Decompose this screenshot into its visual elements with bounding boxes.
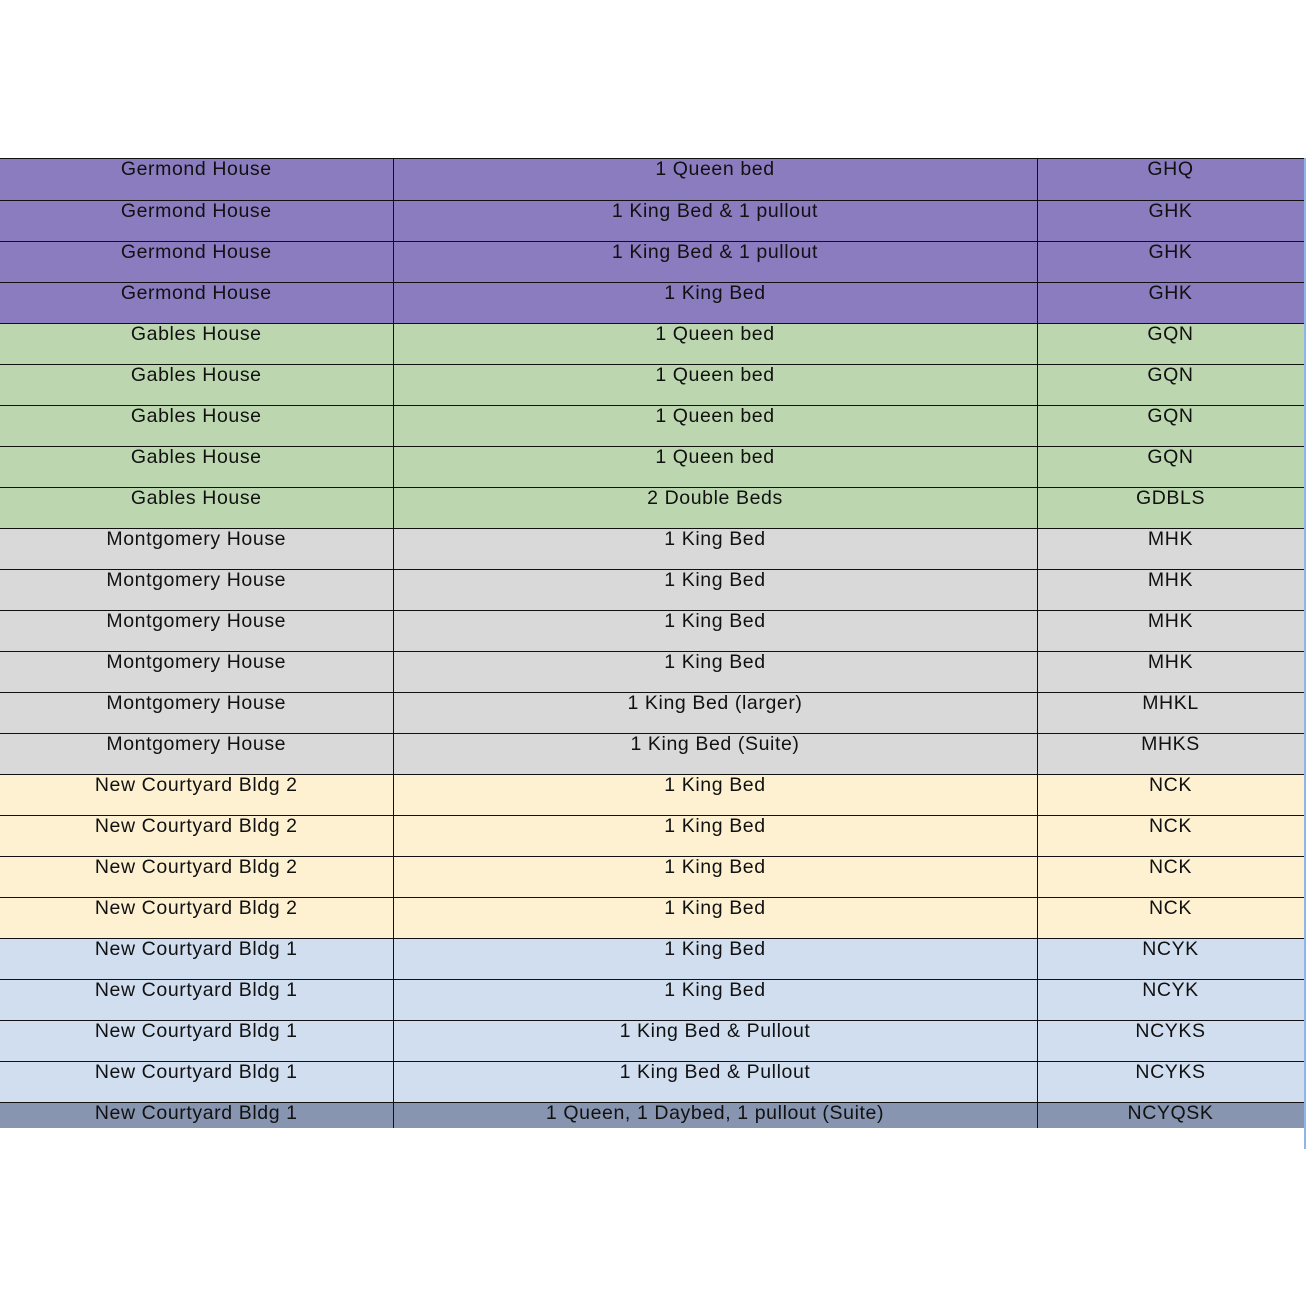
- room-code-cell[interactable]: NCK: [1037, 856, 1304, 897]
- room-code-cell[interactable]: NCYK: [1037, 979, 1304, 1020]
- table-row: [0, 487, 1304, 528]
- bed-type-cell[interactable]: 1 King Bed: [393, 610, 1037, 651]
- table-row: [0, 569, 1304, 610]
- room-code-cell[interactable]: GHK: [1037, 241, 1304, 282]
- room-code-cell[interactable]: NCYQSK: [1037, 1102, 1304, 1128]
- bed-type-cell[interactable]: 1 King Bed & Pullout: [393, 1061, 1037, 1102]
- building-cell[interactable]: Montgomery House: [0, 692, 393, 733]
- building-cell[interactable]: New Courtyard Bldg 1: [0, 1020, 393, 1061]
- table-row: [0, 282, 1304, 323]
- room-rows: [0, 159, 1304, 1128]
- table-row: [0, 856, 1304, 897]
- room-grid: [0, 159, 1304, 1128]
- bed-type-cell[interactable]: 2 Double Beds: [393, 487, 1037, 528]
- room-code-cell[interactable]: MHK: [1037, 610, 1304, 651]
- table-row: [0, 241, 1304, 282]
- bed-type-cell[interactable]: 1 King Bed: [393, 897, 1037, 938]
- table-row: [0, 1061, 1304, 1102]
- room-code-cell[interactable]: NCK: [1037, 897, 1304, 938]
- building-cell[interactable]: Montgomery House: [0, 651, 393, 692]
- bed-type-cell[interactable]: 1 King Bed: [393, 815, 1037, 856]
- table-row: [0, 528, 1304, 569]
- table-row: [0, 159, 1304, 200]
- room-code-cell[interactable]: GHK: [1037, 282, 1304, 323]
- bed-type-cell[interactable]: 1 King Bed: [393, 282, 1037, 323]
- table-row: [0, 692, 1304, 733]
- building-cell[interactable]: New Courtyard Bldg 2: [0, 774, 393, 815]
- bed-type-cell[interactable]: 1 Queen bed: [393, 323, 1037, 364]
- room-code-cell[interactable]: MHK: [1037, 528, 1304, 569]
- bed-type-cell[interactable]: 1 King Bed: [393, 651, 1037, 692]
- building-cell[interactable]: Gables House: [0, 446, 393, 487]
- room-code-cell[interactable]: NCYKS: [1037, 1061, 1304, 1102]
- table-row: [0, 405, 1304, 446]
- building-cell[interactable]: Gables House: [0, 364, 393, 405]
- bed-type-cell[interactable]: 1 King Bed & 1 pullout: [393, 200, 1037, 241]
- building-cell[interactable]: Montgomery House: [0, 733, 393, 774]
- building-cell[interactable]: Montgomery House: [0, 569, 393, 610]
- table-row: [0, 979, 1304, 1020]
- room-code-cell[interactable]: GHK: [1037, 200, 1304, 241]
- table-row: [0, 364, 1304, 405]
- bed-type-cell[interactable]: 1 Queen bed: [393, 364, 1037, 405]
- room-code-cell[interactable]: GQN: [1037, 364, 1304, 405]
- building-cell[interactable]: New Courtyard Bldg 1: [0, 979, 393, 1020]
- building-cell[interactable]: New Courtyard Bldg 2: [0, 897, 393, 938]
- building-cell[interactable]: Germond House: [0, 200, 393, 241]
- building-cell[interactable]: Germond House: [0, 241, 393, 282]
- bed-type-cell[interactable]: 1 King Bed & 1 pullout: [393, 241, 1037, 282]
- building-cell[interactable]: New Courtyard Bldg 1: [0, 1102, 393, 1128]
- building-cell[interactable]: Germond House: [0, 159, 393, 200]
- building-cell[interactable]: New Courtyard Bldg 2: [0, 856, 393, 897]
- table-row: [0, 774, 1304, 815]
- bed-type-cell[interactable]: 1 Queen bed: [393, 405, 1037, 446]
- building-cell[interactable]: New Courtyard Bldg 1: [0, 1061, 393, 1102]
- table-row: [0, 610, 1304, 651]
- bed-type-cell[interactable]: 1 Queen bed: [393, 446, 1037, 487]
- bed-type-cell[interactable]: 1 King Bed: [393, 569, 1037, 610]
- room-code-cell[interactable]: NCYKS: [1037, 1020, 1304, 1061]
- room-code-cell[interactable]: GHQ: [1037, 159, 1304, 200]
- bed-type-cell[interactable]: 1 Queen bed: [393, 159, 1037, 200]
- room-code-cell[interactable]: MHK: [1037, 569, 1304, 610]
- bed-type-cell[interactable]: 1 King Bed: [393, 979, 1037, 1020]
- bed-type-cell[interactable]: 1 King Bed (Suite): [393, 733, 1037, 774]
- building-cell[interactable]: Gables House: [0, 405, 393, 446]
- bed-type-cell[interactable]: 1 King Bed (larger): [393, 692, 1037, 733]
- room-table: [0, 158, 1304, 1150]
- table-row: [0, 200, 1304, 241]
- table-row: [0, 651, 1304, 692]
- room-code-cell[interactable]: MHKL: [1037, 692, 1304, 733]
- building-cell[interactable]: Gables House: [0, 323, 393, 364]
- table-row: [0, 938, 1304, 979]
- bed-type-cell[interactable]: 1 King Bed: [393, 938, 1037, 979]
- room-code-cell[interactable]: NCK: [1037, 774, 1304, 815]
- table-row: [0, 1102, 1304, 1128]
- room-code-cell[interactable]: MHKS: [1037, 733, 1304, 774]
- bed-type-cell[interactable]: 1 King Bed & Pullout: [393, 1020, 1037, 1061]
- building-cell[interactable]: New Courtyard Bldg 1: [0, 938, 393, 979]
- table-row: [0, 446, 1304, 487]
- room-code-cell[interactable]: GQN: [1037, 405, 1304, 446]
- building-cell[interactable]: New Courtyard Bldg 2: [0, 815, 393, 856]
- table-row: [0, 897, 1304, 938]
- room-code-cell[interactable]: GQN: [1037, 446, 1304, 487]
- building-cell[interactable]: Gables House: [0, 487, 393, 528]
- room-code-cell[interactable]: NCK: [1037, 815, 1304, 856]
- table-row: [0, 815, 1304, 856]
- building-cell[interactable]: Montgomery House: [0, 528, 393, 569]
- sheet-right-edge: [1304, 158, 1306, 1149]
- bed-type-cell[interactable]: 1 King Bed: [393, 774, 1037, 815]
- room-code-cell[interactable]: GQN: [1037, 323, 1304, 364]
- bed-type-cell[interactable]: 1 King Bed: [393, 856, 1037, 897]
- room-code-cell[interactable]: GDBLS: [1037, 487, 1304, 528]
- bed-type-cell[interactable]: 1 Queen, 1 Daybed, 1 pullout (Suite): [393, 1102, 1037, 1128]
- room-code-cell[interactable]: MHK: [1037, 651, 1304, 692]
- room-code-cell[interactable]: NCYK: [1037, 938, 1304, 979]
- table-row: [0, 733, 1304, 774]
- table-row: [0, 323, 1304, 364]
- bed-type-cell[interactable]: 1 King Bed: [393, 528, 1037, 569]
- table-row: [0, 1020, 1304, 1061]
- building-cell[interactable]: Germond House: [0, 282, 393, 323]
- building-cell[interactable]: Montgomery House: [0, 610, 393, 651]
